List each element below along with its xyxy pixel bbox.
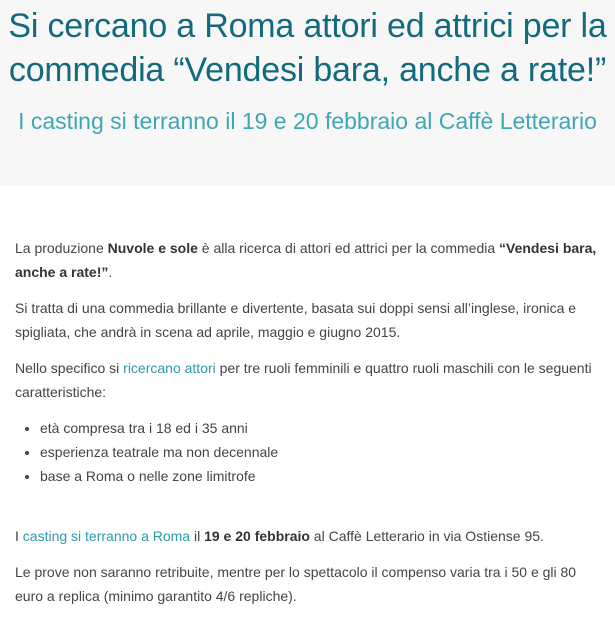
- requirements-list: [15, 416, 597, 488]
- list-item: • età compresa tra i 18 ed i 35 anni: [40, 416, 597, 440]
- text-segment: I: [15, 528, 23, 544]
- article-subtitle: I casting si terranno il 19 e 20 febbraio al Caffè Letterario: [18, 108, 597, 134]
- text-segment: al Caffè Letterario in via Ostiense 95.: [309, 528, 544, 544]
- article-body: [0, 186, 615, 608]
- casting-roma-link[interactable]: casting si terranno a Roma: [22, 528, 191, 544]
- production-name: Nuvole e sole: [107, 240, 198, 256]
- intro-paragraph: [15, 236, 597, 284]
- text-segment: per tre ruoli femminili e quattro ruoli maschili con le seguenti caratteristiche:: [15, 360, 592, 400]
- play-title: “Vendesi bara, anche a rate!”: [15, 240, 597, 280]
- casting-paragraph: [15, 524, 597, 548]
- text-segment: .: [108, 264, 113, 280]
- text-segment: Nello specifico si: [15, 360, 124, 376]
- casting-dates: 19 e 20 febbraio: [204, 528, 310, 544]
- text-segment: è alla ricerca di attori ed attrici per la commedia: [197, 240, 500, 256]
- article-header: [0, 0, 615, 186]
- text-segment: il: [190, 528, 205, 544]
- compensation-paragraph: Le prove non saranno retribuite, mentre per lo spettacolo il compenso varia tra i 50 e gli 80 euro a replica (minimo garantito 4/6 repliche).: [15, 564, 577, 604]
- roles-paragraph: [15, 356, 597, 404]
- spacer: [15, 500, 597, 524]
- article-title: Si cercano a Roma attori ed attrici per la commedia “Vendesi bara, anche a rate!”: [8, 7, 607, 89]
- text-segment: La produzione: [15, 240, 108, 256]
- list-item: • base a Roma o nelle zone limitrofe: [40, 464, 597, 488]
- description-paragraph: Si tratta di una commedia brillante e divertente, basata sui doppi sensi all’inglese, ironica e spigliata, che andrà in scena ad aprile, maggio e giugno 2015.: [15, 300, 577, 340]
- list-item: • esperienza teatrale ma non decennale: [40, 440, 597, 464]
- ricercano-attori-link[interactable]: ricercano attori: [123, 360, 216, 376]
